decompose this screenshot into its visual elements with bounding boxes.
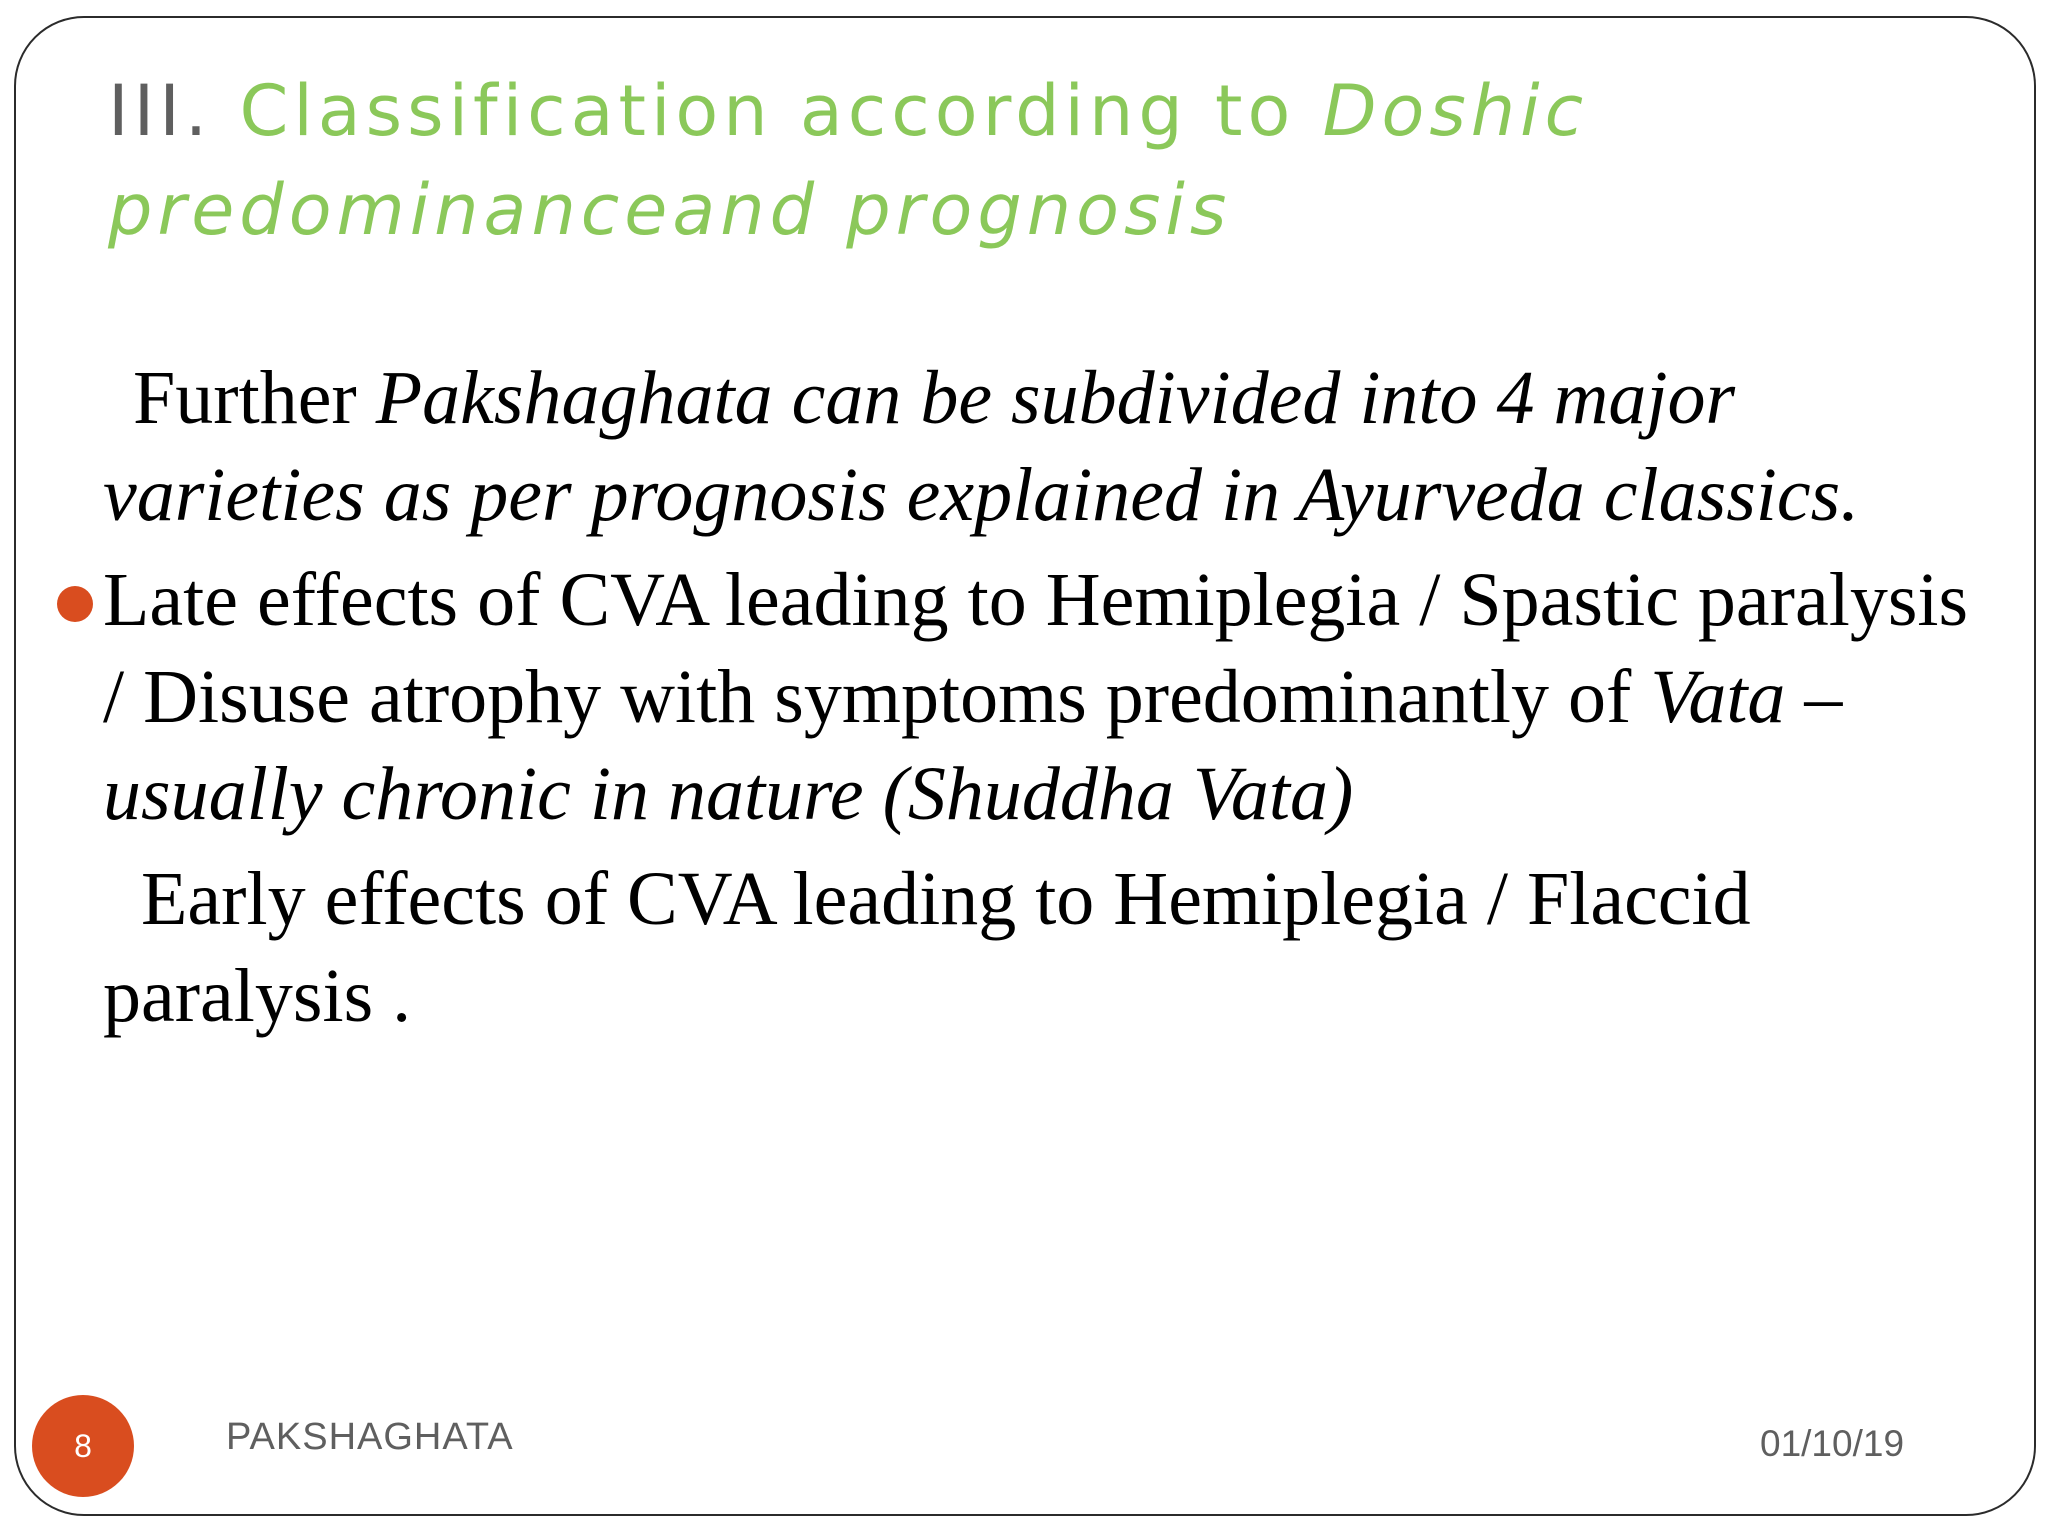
intro-lead: Further [133, 356, 357, 440]
title-italic-text: Doshic predominanceand prognosis [108, 70, 1589, 251]
slide-title [108, 62, 1968, 260]
early-effects-text: Early effects of CVA leading to Hemiplegia / Flaccid paralysis . [103, 857, 1751, 1038]
bullet-italic: Vata – usually chronic in nature (Shuddha Vata) [103, 655, 1843, 836]
early-effects-paragraph [103, 851, 1983, 1045]
bullet-dot-icon [57, 586, 93, 622]
title-numeral: III. [108, 70, 213, 152]
footer-title: PAKSHAGHATA [226, 1416, 514, 1458]
intro-paragraph [103, 350, 1983, 544]
intro-italic: Pakshaghata can be subdivided into 4 major varieties as per prognosis explained in Ayurveda classics. [103, 356, 1860, 537]
footer-date: 01/10/19 [1760, 1423, 1905, 1464]
bullet-text: Late effects of CVA leading to Hemiplegia / Spastic paralysis / Disuse atrophy with symptoms predominantly of [103, 558, 1969, 739]
slide-number-badge: 8 [32, 1395, 134, 1497]
title-text: Classification according to [239, 70, 1296, 152]
bullet-item [103, 552, 1983, 843]
slide-body [103, 350, 1983, 1045]
